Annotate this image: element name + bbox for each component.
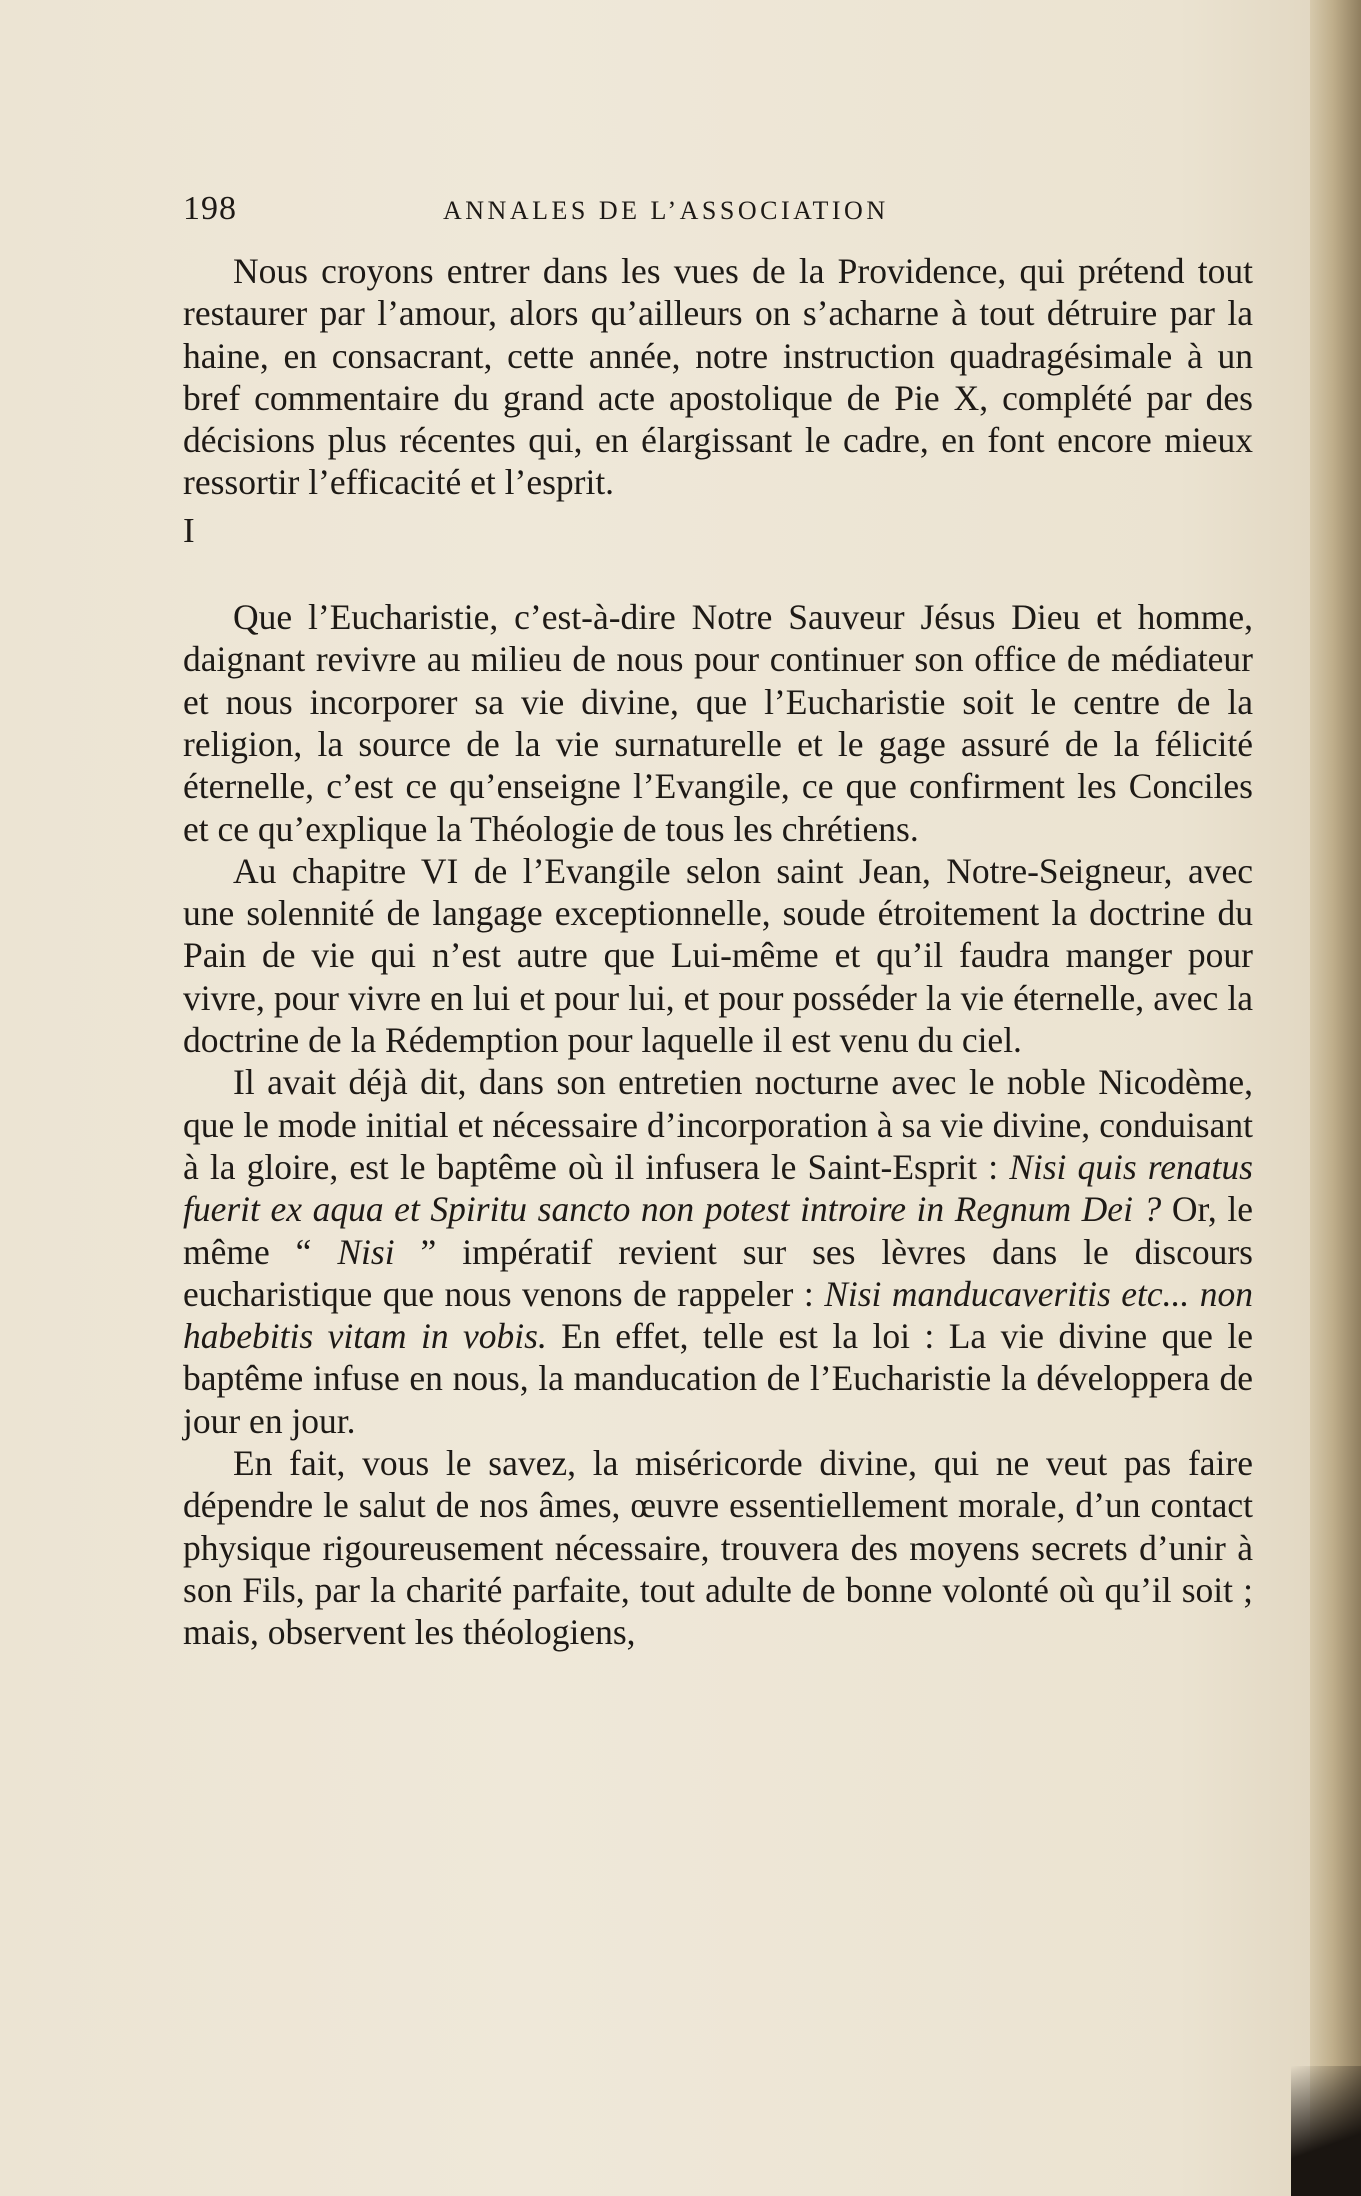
paragraph <box>183 1061 1253 1442</box>
text-run: Or, le même “ <box>183 1189 1253 1272</box>
body-text <box>183 250 1253 1654</box>
latin-quote: Nisi manducaveritis etc... non habebitis vitam in vobis. <box>183 1273 1253 1357</box>
latin-word: Nisi <box>337 1231 395 1272</box>
paragraph: En fait, vous le savez, la miséricorde divine, qui ne veut pas faire dépendre le salut de nos âmes, œuvre essentiellement morale, d’un contact physique rigoureusement nécessaire, trouvera des moyens secrets d’unir à son Fils, par la charité parfaite, tout adulte de bonne volonté où qu’il soit ; mais, observent les théologiens, <box>183 1443 1253 1653</box>
running-head: ANNALES DE L’ASSOCIATION <box>443 196 889 225</box>
page-header <box>183 190 1015 240</box>
text-run: En effet, telle est la loi : La vie divine que le baptême infuse en nous, la manducation de l’Eucharistie la développera de jour en jour. <box>183 1316 1253 1441</box>
text-run: ” impératif revient sur ses lèvres dans le discours eucharistique que nous venons de rappeler : <box>183 1231 1253 1314</box>
paragraph: Que l’Eucharistie, c’est-à-dire Notre Sauveur Jésus Dieu et homme, daignant revivre au milieu de nous pour continuer son office de médiateur et nous incorporer sa vie divine, que l’Eucharistie soit le centre de la religion, la source de la vie surnaturelle et le gage assuré de la félicité éternelle, c’est ce qu’enseigne l’Evangile, ce que confirment les Conciles et ce qu’explique la Théologie de tous les chrétiens. <box>183 597 1253 849</box>
paragraph: Nous croyons entrer dans les vues de la Providence, qui prétend tout restaurer par l’amour, alors qu’ailleurs on s’acharne à tout détruire par la haine, en consacrant, cette année, notre instruction quadragésimale à un bref commentaire du grand acte apostolique de Pie X, complété par des décisions plus récentes qui, en élargissant le cadre, en font encore mieux ressortir l’efficacité et l’esprit. <box>183 251 1253 503</box>
book-spine-shadow <box>1310 0 1361 2196</box>
section-number: I <box>183 510 195 550</box>
latin-quote: Nisi quis renatus fuerit ex aqua et Spiritu sancto non potest introire in Regnum Dei ? <box>183 1146 1253 1230</box>
text-run: Il avait déjà dit, dans son entretien nocturne avec le noble Nicodème, que le mode initial et nécessaire d’incorporation à sa vie divine, conduisant à la gloire, est le baptême où il infusera le Saint-Esprit : <box>183 1062 1253 1187</box>
page-number: 198 <box>183 190 237 227</box>
book-corner-shadow <box>1291 2066 1361 2196</box>
paragraph: Au chapitre VI de l’Evangile selon saint Jean, Notre-Seigneur, avec une solennité de langage exceptionnelle, soude étroitement la doctrine du Pain de vie qui n’est autre que Lui-même et qu’il faudra manger pour vivre, pour vivre en lui et pour lui, et pour posséder la vie éternelle, avec la doctrine de la Rédemption pour laquelle il est venu du ciel. <box>183 850 1253 1061</box>
